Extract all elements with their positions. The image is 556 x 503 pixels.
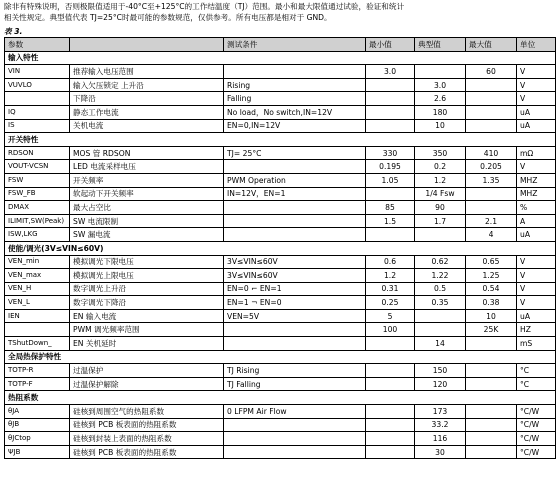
symbol-cell [5, 323, 70, 337]
parameter-cell: 硅核到周围空气的热阻系数 [70, 405, 224, 419]
section-row [5, 51, 556, 65]
condition-cell: Rising [224, 78, 366, 92]
table-row [5, 160, 556, 174]
typ-cell: 90 [415, 201, 466, 215]
table-row [5, 309, 556, 323]
unit-cell: V [517, 269, 556, 283]
condition-cell: EN=1 ¬ EN=0 [224, 296, 366, 310]
symbol-cell: VEN_max [5, 269, 70, 283]
condition-cell: PWM Operation [224, 173, 366, 187]
parameter-cell: 硅核到 PCB 板表面的热阻系数 [70, 418, 224, 432]
max-cell: 0.205 [466, 160, 517, 174]
max-cell [466, 187, 517, 201]
typ-cell: 1.7 [415, 214, 466, 228]
table-row [5, 119, 556, 133]
typ-cell: 173 [415, 405, 466, 419]
table-row [5, 92, 556, 106]
max-cell [466, 418, 517, 432]
symbol-cell: ΨJB [5, 445, 70, 459]
section-label: 输入特性 [5, 51, 556, 65]
parameter-cell: SW 漏电流 [70, 228, 224, 242]
parameter-cell: MOS 管 RDSON [70, 146, 224, 160]
symbol-cell: TOTP-F [5, 377, 70, 391]
symbol-cell: RDSON [5, 146, 70, 160]
symbol-cell: θJCtop [5, 432, 70, 446]
unit-cell: V [517, 255, 556, 269]
max-cell: 60 [466, 65, 517, 79]
min-cell [366, 337, 415, 351]
parameter-cell: 数字调光上升沿 [70, 282, 224, 296]
table-row [5, 296, 556, 310]
condition-cell [224, 432, 366, 446]
unit-cell: MHZ [517, 173, 556, 187]
parameter-cell: 静态工作电流 [70, 105, 224, 119]
max-cell: 25K [466, 323, 517, 337]
unit-cell: uA [517, 105, 556, 119]
section-label: 全局热保护特性 [5, 350, 556, 364]
table-row [5, 255, 556, 269]
header-param: 参数 [5, 38, 70, 52]
intro-line-2: 相关性规定。典型值代表 TJ=25°C时最可能的参数规范，仅供参考。所有电压都是相对于 GND。 [4, 13, 332, 22]
condition-cell: EN=0,IN=12V [224, 119, 366, 133]
symbol-cell: ILIMIT,SW(Peak) [5, 214, 70, 228]
min-cell: 0.25 [366, 296, 415, 310]
table-row [5, 187, 556, 201]
symbol-cell: VEN_H [5, 282, 70, 296]
typ-cell: 0.62 [415, 255, 466, 269]
condition-cell [224, 160, 366, 174]
min-cell: 5 [366, 309, 415, 323]
table-row [5, 418, 556, 432]
table-row [5, 432, 556, 446]
symbol-cell: IEN [5, 309, 70, 323]
min-cell: 3.0 [366, 65, 415, 79]
min-cell: 330 [366, 146, 415, 160]
table-row [5, 405, 556, 419]
header-max: 最大值 [466, 38, 517, 52]
symbol-cell: VEN_L [5, 296, 70, 310]
min-cell: 1.05 [366, 173, 415, 187]
unit-cell: mΩ [517, 146, 556, 160]
unit-cell: °C/W [517, 445, 556, 459]
min-cell: 0.31 [366, 282, 415, 296]
parameter-cell: 开关频率 [70, 173, 224, 187]
typ-cell: 0.35 [415, 296, 466, 310]
table-row [5, 173, 556, 187]
max-cell [466, 405, 517, 419]
parameter-cell: LED 电流采样电压 [70, 160, 224, 174]
unit-cell: mS [517, 337, 556, 351]
max-cell: 2.1 [466, 214, 517, 228]
typ-cell: 3.0 [415, 78, 466, 92]
typ-cell: 0.2 [415, 160, 466, 174]
unit-cell: HZ [517, 323, 556, 337]
table-label: 表 3. [4, 27, 23, 36]
typ-cell: 1/4 Fsw [415, 187, 466, 201]
parameter-cell: 硅核到封装上表面的热阻系数 [70, 432, 224, 446]
unit-cell: °C/W [517, 432, 556, 446]
parameter-cell: 下降沿 [70, 92, 224, 106]
section-row [5, 241, 556, 255]
section-label: 热阻系数 [5, 391, 556, 405]
max-cell: 0.65 [466, 255, 517, 269]
parameter-cell: EN 输入电流 [70, 309, 224, 323]
symbol-cell: IQ [5, 105, 70, 119]
section-row [5, 133, 556, 147]
unit-cell: V [517, 78, 556, 92]
condition-cell: 3V≤VIN≤60V [224, 255, 366, 269]
table-row [5, 377, 556, 391]
max-cell [466, 119, 517, 133]
condition-cell: VEN=5V [224, 309, 366, 323]
typ-cell [415, 65, 466, 79]
parameter-cell: SW 电流限制 [70, 214, 224, 228]
typ-cell: 0.5 [415, 282, 466, 296]
table-header-row [5, 38, 556, 52]
parameter-cell: 输入欠压锁定 上升沿 [70, 78, 224, 92]
condition-cell: TJ Falling [224, 377, 366, 391]
symbol-cell: FSW [5, 173, 70, 187]
unit-cell: V [517, 65, 556, 79]
table-row [5, 337, 556, 351]
parameter-cell: 模拟调光下限电压 [70, 255, 224, 269]
max-cell [466, 364, 517, 378]
unit-cell: uA [517, 309, 556, 323]
table-row [5, 228, 556, 242]
header-min: 最小值 [366, 38, 415, 52]
symbol-cell: θJA [5, 405, 70, 419]
parameter-cell: 推荐输入电压范围 [70, 65, 224, 79]
table-row [5, 146, 556, 160]
unit-cell: °C/W [517, 418, 556, 432]
table-body [5, 51, 556, 459]
section-label: 开关特性 [5, 133, 556, 147]
unit-cell: uA [517, 228, 556, 242]
typ-cell: 1.2 [415, 173, 466, 187]
section-row [5, 391, 556, 405]
parameter-cell: EN 关机延时 [70, 337, 224, 351]
condition-cell [224, 418, 366, 432]
header-typ: 典型值 [415, 38, 466, 52]
min-cell [366, 92, 415, 106]
max-cell [466, 432, 517, 446]
max-cell [466, 92, 517, 106]
typ-cell: 116 [415, 432, 466, 446]
condition-cell: IN=12V，EN=1 [224, 187, 366, 201]
symbol-cell: VEN_min [5, 255, 70, 269]
max-cell: 1.25 [466, 269, 517, 283]
typ-cell [415, 228, 466, 242]
max-cell [466, 78, 517, 92]
max-cell: 10 [466, 309, 517, 323]
electrical-characteristics-table [4, 37, 556, 459]
max-cell: 4 [466, 228, 517, 242]
symbol-cell: VIN [5, 65, 70, 79]
min-cell [366, 105, 415, 119]
condition-cell: EN=0 ⌐ EN=1 [224, 282, 366, 296]
parameter-cell: 最大占空比 [70, 201, 224, 215]
table-row [5, 269, 556, 283]
typ-cell: 350 [415, 146, 466, 160]
table-row [5, 201, 556, 215]
min-cell [366, 432, 415, 446]
max-cell [466, 377, 517, 391]
header-condition: 测试条件 [224, 38, 366, 52]
unit-cell: V [517, 160, 556, 174]
unit-cell: uA [517, 119, 556, 133]
symbol-cell [5, 92, 70, 106]
condition-cell [224, 214, 366, 228]
table-row [5, 282, 556, 296]
min-cell [366, 228, 415, 242]
max-cell [466, 337, 517, 351]
parameter-cell: 模拟调光上限电压 [70, 269, 224, 283]
min-cell: 85 [366, 201, 415, 215]
table-row [5, 445, 556, 459]
parameter-cell: 数字调光下降沿 [70, 296, 224, 310]
symbol-cell: IS [5, 119, 70, 133]
max-cell: 410 [466, 146, 517, 160]
condition-cell [224, 201, 366, 215]
unit-cell: V [517, 296, 556, 310]
min-cell: 1.2 [366, 269, 415, 283]
min-cell: 0.6 [366, 255, 415, 269]
symbol-cell: θJB [5, 418, 70, 432]
max-cell: 0.38 [466, 296, 517, 310]
min-cell [366, 187, 415, 201]
header-blank [70, 38, 224, 52]
condition-cell: TJ= 25°C [224, 146, 366, 160]
typ-cell: 33.2 [415, 418, 466, 432]
parameter-cell: 过温保护 [70, 364, 224, 378]
parameter-cell: 硅核到 PCB 板表面的热阻系数 [70, 445, 224, 459]
condition-cell: Falling [224, 92, 366, 106]
parameter-cell: 关机电流 [70, 119, 224, 133]
typ-cell: 14 [415, 337, 466, 351]
table-row [5, 105, 556, 119]
symbol-cell: TOTP-R [5, 364, 70, 378]
min-cell [366, 445, 415, 459]
symbol-cell: DMAX [5, 201, 70, 215]
table-row [5, 78, 556, 92]
unit-cell: A [517, 214, 556, 228]
condition-cell [224, 228, 366, 242]
max-cell [466, 105, 517, 119]
section-row [5, 350, 556, 364]
section-label: 使能/调光(3V≤VIN≤60V) [5, 241, 556, 255]
typ-cell [415, 323, 466, 337]
condition-cell [224, 445, 366, 459]
parameter-cell: 过温保护解除 [70, 377, 224, 391]
min-cell [366, 78, 415, 92]
unit-cell: °C [517, 377, 556, 391]
min-cell: 0.195 [366, 160, 415, 174]
symbol-cell: FSW_FB [5, 187, 70, 201]
condition-cell: 3V≤VIN≤60V [224, 269, 366, 283]
symbol-cell: VUVLO [5, 78, 70, 92]
header-unit: 单位 [517, 38, 556, 52]
symbol-cell: VOUT-VCSN [5, 160, 70, 174]
max-cell [466, 445, 517, 459]
condition-cell [224, 65, 366, 79]
max-cell [466, 201, 517, 215]
min-cell [366, 364, 415, 378]
symbol-cell: ISW,LKG [5, 228, 70, 242]
min-cell [366, 418, 415, 432]
typ-cell: 120 [415, 377, 466, 391]
table-row [5, 214, 556, 228]
min-cell [366, 405, 415, 419]
condition-cell [224, 337, 366, 351]
min-cell: 100 [366, 323, 415, 337]
typ-cell: 1.22 [415, 269, 466, 283]
typ-cell: 150 [415, 364, 466, 378]
max-cell: 1.35 [466, 173, 517, 187]
typ-cell: 30 [415, 445, 466, 459]
unit-cell: MHZ [517, 187, 556, 201]
intro-line-1: 除非有特殊说明，否则极限值适用于-40°C至+125°C的工作结温度（TJ）范围。最小和最大限值通过试验，验证和统计 [4, 2, 405, 11]
parameter-cell: 软起动下开关频率 [70, 187, 224, 201]
min-cell [366, 377, 415, 391]
typ-cell [415, 309, 466, 323]
condition-cell: 0 LFPM Air Flow [224, 405, 366, 419]
typ-cell: 10 [415, 119, 466, 133]
intro-text [4, 1, 526, 23]
min-cell [366, 119, 415, 133]
table-row [5, 364, 556, 378]
unit-cell: V [517, 282, 556, 296]
condition-cell [224, 323, 366, 337]
unit-cell: °C [517, 364, 556, 378]
condition-cell: TJ Rising [224, 364, 366, 378]
symbol-cell: TShutDown_ [5, 337, 70, 351]
min-cell: 1.5 [366, 214, 415, 228]
unit-cell: °C/W [517, 405, 556, 419]
typ-cell: 2.6 [415, 92, 466, 106]
table-row [5, 323, 556, 337]
unit-cell: % [517, 201, 556, 215]
unit-cell: V [517, 92, 556, 106]
typ-cell: 180 [415, 105, 466, 119]
max-cell: 0.54 [466, 282, 517, 296]
condition-cell: No load，No switch,IN=12V [224, 105, 366, 119]
parameter-cell: PWM 调光频率范围 [70, 323, 224, 337]
table-row [5, 65, 556, 79]
